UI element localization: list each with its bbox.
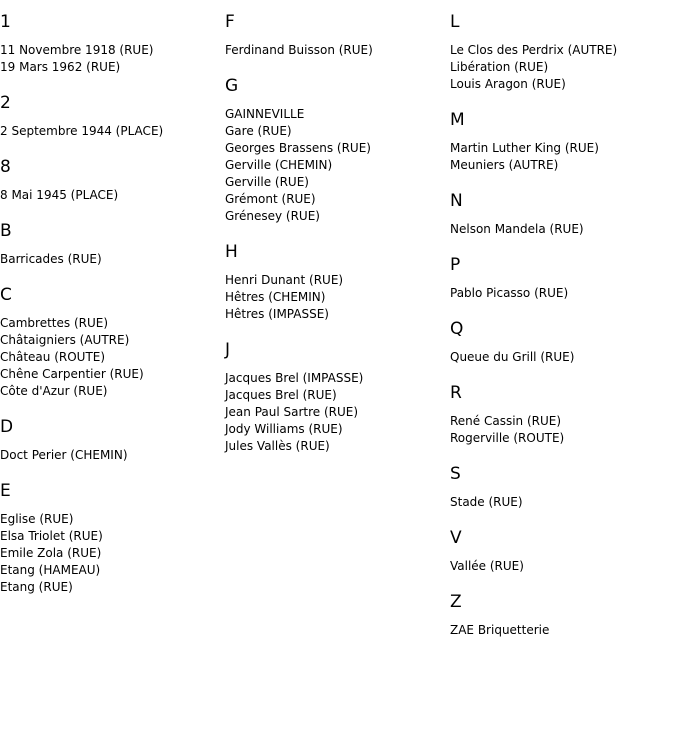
street-link[interactable]: 2 Septembre 1944 (PLACE)	[0, 124, 164, 138]
street-link[interactable]: Gare (RUE)	[225, 124, 292, 138]
letter-heading: 1	[0, 12, 11, 32]
street-link[interactable]: Vallée (RUE)	[450, 559, 524, 573]
letter-group	[450, 462, 670, 511]
street-link[interactable]: Hêtres (IMPASSE)	[225, 307, 329, 321]
letter-group	[450, 317, 670, 366]
street-link[interactable]: 19 Mars 1962 (RUE)	[0, 60, 121, 74]
column-1	[0, 10, 220, 611]
letter-heading: N	[450, 191, 463, 211]
letter-group	[0, 91, 220, 140]
letter-heading: C	[0, 285, 12, 305]
street-link[interactable]: Etang (RUE)	[0, 580, 73, 594]
letter-group	[0, 415, 220, 464]
street-link[interactable]: GAINNEVILLE	[225, 107, 305, 121]
street-link[interactable]: Henri Dunant (RUE)	[225, 273, 344, 287]
street-link[interactable]: Pablo Picasso (RUE)	[450, 286, 569, 300]
letter-group	[450, 526, 670, 575]
street-link[interactable]: Hêtres (CHEMIN)	[225, 290, 326, 304]
street-link[interactable]: Côte d'Azur (RUE)	[0, 384, 108, 398]
street-link[interactable]: Jacques Brel (IMPASSE)	[225, 371, 364, 385]
letter-heading: J	[225, 340, 231, 360]
street-link[interactable]: Rogerville (ROUTE)	[450, 431, 565, 445]
letter-heading: P	[450, 255, 461, 275]
street-link[interactable]: Nelson Mandela (RUE)	[450, 222, 584, 236]
letter-heading: Z	[450, 592, 462, 612]
letter-group	[450, 108, 670, 174]
street-link[interactable]: Jacques Brel (RUE)	[225, 388, 337, 402]
street-link[interactable]: Doct Perier (CHEMIN)	[0, 448, 128, 462]
letter-heading: S	[450, 464, 461, 484]
street-link[interactable]: Barricades (RUE)	[0, 252, 102, 266]
street-link[interactable]: Châtaigniers (AUTRE)	[0, 333, 130, 347]
letter-group	[450, 590, 670, 639]
letter-group	[225, 240, 445, 323]
letter-heading: 2	[0, 93, 11, 113]
street-link[interactable]: Georges Brassens (RUE)	[225, 141, 371, 155]
street-link[interactable]: 8 Mai 1945 (PLACE)	[0, 188, 119, 202]
street-link[interactable]: Chêne Carpentier (RUE)	[0, 367, 144, 381]
street-link[interactable]: Gerville (CHEMIN)	[225, 158, 333, 172]
letter-heading: D	[0, 417, 14, 437]
letter-group	[0, 283, 220, 400]
street-link[interactable]: Emile Zola (RUE)	[0, 546, 102, 560]
letter-group	[450, 253, 670, 302]
street-link[interactable]: Libération (RUE)	[450, 60, 549, 74]
letter-heading: G	[225, 76, 239, 96]
letter-heading: L	[450, 12, 460, 32]
street-link[interactable]: Grémont (RUE)	[225, 192, 316, 206]
letter-heading: V	[450, 528, 462, 548]
street-link[interactable]: Jody Williams (RUE)	[225, 422, 343, 436]
street-link[interactable]: Jules Vallès (RUE)	[225, 439, 330, 453]
column-2	[225, 10, 445, 470]
letter-group	[450, 10, 670, 93]
letter-group	[225, 338, 445, 455]
street-link[interactable]: Ferdinand Buisson (RUE)	[225, 43, 373, 57]
letter-heading: R	[450, 383, 462, 403]
letter-group	[0, 479, 220, 596]
letter-group	[225, 74, 445, 225]
street-link[interactable]: 11 Novembre 1918 (RUE)	[0, 43, 154, 57]
street-link[interactable]: Cambrettes (RUE)	[0, 316, 109, 330]
street-link[interactable]: Queue du Grill (RUE)	[450, 350, 575, 364]
street-link[interactable]: Louis Aragon (RUE)	[450, 77, 566, 91]
letter-group	[225, 10, 445, 59]
letter-group	[450, 189, 670, 238]
street-link[interactable]: Etang (HAMEAU)	[0, 563, 101, 577]
letter-group	[450, 381, 670, 447]
street-link[interactable]: Eglise (RUE)	[0, 512, 74, 526]
street-link[interactable]: Elsa Triolet (RUE)	[0, 529, 103, 543]
letter-heading: F	[225, 12, 235, 32]
letter-heading: M	[450, 110, 465, 130]
letter-heading: H	[225, 242, 238, 262]
letter-group	[0, 10, 220, 76]
street-link[interactable]: Le Clos des Perdrix (AUTRE)	[450, 43, 618, 57]
street-link[interactable]: ZAE Briquetterie	[450, 623, 550, 637]
letter-group	[0, 155, 220, 204]
street-link[interactable]: Meuniers (AUTRE)	[450, 158, 559, 172]
street-link[interactable]: Château (ROUTE)	[0, 350, 106, 364]
street-link[interactable]: Martin Luther King (RUE)	[450, 141, 599, 155]
column-3	[450, 10, 670, 654]
street-link[interactable]: Gerville (RUE)	[225, 175, 309, 189]
street-link[interactable]: René Cassin (RUE)	[450, 414, 562, 428]
letter-group	[0, 219, 220, 268]
letter-heading: B	[0, 221, 12, 241]
street-link[interactable]: Grénesey (RUE)	[225, 209, 320, 223]
letter-heading: E	[0, 481, 11, 501]
street-link[interactable]: Stade (RUE)	[450, 495, 523, 509]
street-link[interactable]: Jean Paul Sartre (RUE)	[225, 405, 359, 419]
letter-heading: 8	[0, 157, 11, 177]
letter-heading: Q	[450, 319, 464, 339]
